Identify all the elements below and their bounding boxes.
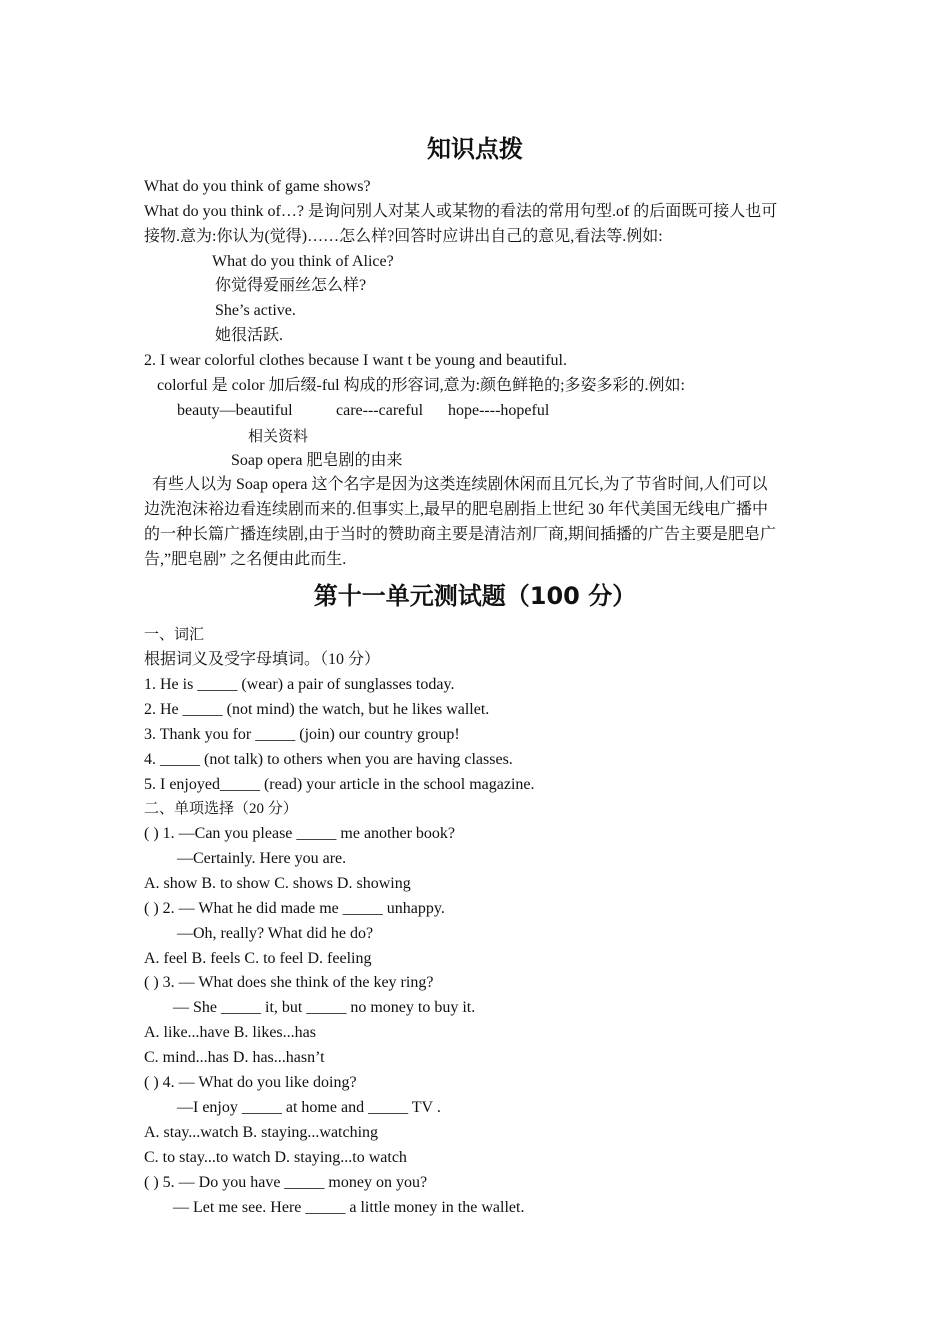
- mc-question-1-options: A. show B. to show C. shows D. showing: [144, 875, 411, 892]
- vocab-item: 1. He is _____ (wear) a pair of sunglasses today.: [144, 676, 455, 693]
- mc-question-5: ( ) 5. — Do you have _____ money on you?: [144, 1174, 428, 1191]
- vocab-item: 4. _____ (not talk) to others when you are having classes.: [144, 751, 513, 768]
- mc-question-3-options-1: A. like...have B. likes...has: [144, 1024, 316, 1041]
- mc-question-4-options-2: C. to stay...to watch D. staying...to watch: [144, 1149, 407, 1166]
- knowledge-title: 知识点拨: [427, 135, 523, 163]
- section-1-heading: 一、词汇: [144, 627, 205, 643]
- related-heading: 相关资料: [248, 427, 309, 445]
- related-paragraph-line-2: 边洗泡沫裕边看连续剧而来的.但事实上,最早的肥皂剧指上世纪 30 年代美国无线电广播中: [144, 501, 769, 518]
- mc-question-2-response: —Oh, really? What did he do?: [177, 925, 374, 942]
- section-2-heading: 二、单项选择（20 分）: [144, 801, 298, 817]
- related-paragraph-line-3: 的一种长篇广播连续剧,由于当时的赞助商主要是清洁剂厂商,期间插播的广告主要是肥皂广: [144, 526, 777, 543]
- word-pair-2: care---careful: [336, 402, 424, 419]
- example-1-chinese: 你觉得爱丽丝怎么样?: [215, 277, 367, 294]
- question-2-explanation: colorful 是 color 加后缀-ful 构成的形容词,意为:颜色鲜艳的;多姿多彩的.例如:: [157, 377, 685, 394]
- example-2-chinese: 她很活跃.: [215, 327, 284, 344]
- question-1-explanation-line-1: What do you think of…? 是询问别人对某人或某物的看法的常用句型.of 的后面既可接人也可: [144, 203, 778, 220]
- mc-question-1: ( ) 1. —Can you please _____ me another book?: [144, 825, 456, 842]
- vocab-item: 5. I enjoyed_____ (read) your article in the school magazine.: [144, 776, 535, 793]
- mc-question-4-response: —I enjoy _____ at home and _____ TV .: [177, 1099, 441, 1116]
- mc-question-2: ( ) 2. — What he did made me _____ unhappy.: [144, 900, 445, 917]
- test-title: 第十一单元测试题（100 分）: [313, 582, 637, 610]
- word-pair-1: beauty—beautiful: [177, 402, 293, 419]
- related-paragraph-line-1: 有些人以为 Soap opera 这个名字是因为这类连续剧休闲而且冗长,为了节省时间,人们可以: [152, 476, 768, 493]
- question-2: 2. I wear colorful clothes because I want t be young and beautiful.: [144, 352, 567, 369]
- mc-question-3-response: — She _____ it, but _____ no money to buy it.: [173, 999, 476, 1016]
- vocab-item: 3. Thank you for _____ (join) our country group!: [144, 726, 460, 743]
- mc-question-4-options-1: A. stay...watch B. staying...watching: [144, 1124, 379, 1141]
- question-1-explanation-line-2: 接物.意为:你认为(觉得)……怎么样?回答时应讲出自己的意见,看法等.例如:: [144, 228, 663, 245]
- example-2-english: She’s active.: [215, 302, 296, 319]
- question-1: What do you think of game shows?: [144, 178, 371, 195]
- mc-question-3-options-2: C. mind...has D. has...hasn’t: [144, 1049, 325, 1066]
- mc-question-5-response: — Let me see. Here _____ a little money in the wallet.: [173, 1199, 525, 1216]
- related-subtitle: Soap opera 肥皂剧的由来: [231, 452, 403, 469]
- related-paragraph-line-4: 告,”肥皂剧” 之名便由此而生.: [144, 551, 347, 568]
- section-1-instruction: 根据词义及受字母填词。（10 分）: [144, 651, 381, 668]
- mc-question-4: ( ) 4. — What do you like doing?: [144, 1074, 357, 1091]
- mc-question-1-response: —Certainly. Here you are.: [177, 850, 347, 867]
- example-1-english: What do you think of Alice?: [212, 253, 394, 270]
- mc-question-3: ( ) 3. — What does she think of the key ring?: [144, 974, 434, 991]
- word-pair-3: hope----hopeful: [448, 402, 550, 419]
- vocab-item: 2. He _____ (not mind) the watch, but he likes wallet.: [144, 701, 490, 718]
- mc-question-2-options: A. feel B. feels C. to feel D. feeling: [144, 950, 372, 967]
